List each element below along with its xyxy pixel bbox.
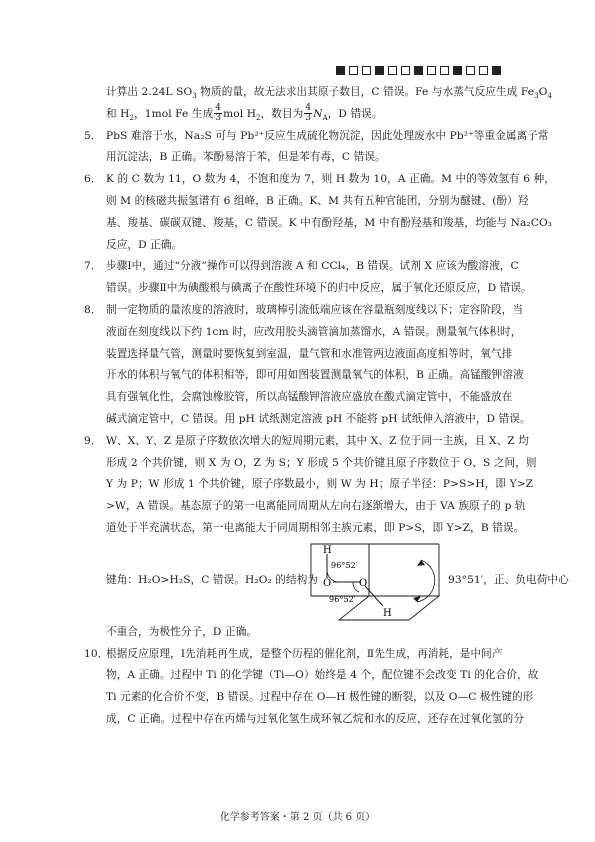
answer-body bbox=[84, 82, 569, 731]
header-square-1 bbox=[336, 66, 345, 75]
q5-number: 5． bbox=[84, 129, 102, 142]
q4-continuation-line-2: 和 $H_2$，1mol Fe 生成 $\frac{4}{3}$ mol $H_2$，数目为 $\frac{4}{3}$ $N_A$，D 错误。 bbox=[106, 103, 383, 124]
q7-line-2: 错误。步骤Ⅱ中为碘酸根与碘离子在酸性环境下的归中反应，属于氧化还原反应，D 错误。 bbox=[106, 282, 532, 295]
header-square-7 bbox=[414, 66, 423, 75]
bond-angle-label-top: 96°52′ bbox=[331, 560, 358, 570]
q8-line-4: 开水的体积与氧气的体积相等，即可用如图装置测量氧气的体积，B 正确。高锰酸钾溶液 bbox=[106, 369, 524, 382]
q6-line-4: 反应，D 正确。 bbox=[106, 238, 183, 251]
q8-number: 8． bbox=[84, 303, 102, 316]
q10-line-3: Ti 元素的化合价不变，B 错误。过程中存在 O—H 极性键的断裂，以及 O—C 极性键的形 bbox=[106, 691, 534, 704]
dihedral-angle-label: 93°51′ bbox=[448, 573, 484, 586]
page-footer: 化学参考答案・第 2 页（共 6 页） bbox=[219, 812, 376, 823]
header-square-6 bbox=[401, 66, 410, 75]
q10-line-2: 物，A 正确。过程中 Ti 的化学键（Ti—O）始终是 4 个，配位键不会改变 Ti 的化合价，故 bbox=[106, 669, 539, 682]
q4-continuation-line-1: 计算出 2.24L $SO_3$ 物质的量，故无法求出其原子数目，C 错误。Fe 与水蒸气反应生成 $Fe_3O_4$ bbox=[106, 86, 553, 101]
header-square-4 bbox=[375, 66, 384, 75]
q10-line-1: 10．根据反应原理，Ⅰ先消耗再生成，是整个历程的催化剂，Ⅱ先生成，再消耗，是中间产 bbox=[84, 644, 524, 666]
o-atom-left: O bbox=[323, 577, 332, 589]
header-square-5 bbox=[388, 66, 397, 75]
h2o2-structure-row bbox=[84, 540, 569, 622]
q9-line-2: 形成 2 个共价键，则 X 为 O，Z 为 S；Y 形成 5 个共价键且原子序数位于 O、S 之间，则 bbox=[106, 456, 537, 469]
q10-line-4: 成，C 正确。过程中存在丙烯与过氧化氢生成环氧乙烷和水的反应，还存在过氧化氢的分 bbox=[106, 712, 525, 725]
header-square-strip bbox=[336, 66, 501, 75]
h2o2-structure-diagram bbox=[299, 540, 449, 622]
q8-line-3: 装置选择量气管，测量时要恢复到室温，量气管和水准管两边液面高度相等时，氧气排 bbox=[106, 347, 513, 360]
o-atom-right: O bbox=[359, 577, 368, 589]
fraction-4-3: $\frac{4}{3}$ bbox=[215, 103, 222, 124]
header-square-13 bbox=[492, 66, 501, 75]
header-square-11 bbox=[466, 66, 475, 75]
header-square-9 bbox=[440, 66, 449, 75]
q6-line-2: 则 M 的核磁共振氢谱有 6 组峰，B 正确。K、M 共有五种官能团，分别为醚键、(酚）羟 bbox=[106, 194, 529, 207]
q9-line-1: 9． W、X、Y、Z 是原子序数依次增大的短周期元素，其中 X、Z 位于同一主族，且 X、Z 均 bbox=[84, 431, 524, 453]
q8-line-5: 具有强氧化性，会腐蚀橡胶管，所以高锰酸钾溶液应盛放在酸式滴定管中，不能盛放在 bbox=[106, 391, 513, 404]
q6-line-1: 6． K 的 C 数为 11，O 数为 4，不饱和度为 7，则 H 数为 10，A 正确。M 中的等效氢有 6 种， bbox=[84, 169, 524, 191]
q9-line-3: Y 为 P；W 形成 1 个共价键，原子序数最小，则 W 为 H；原子半径：P>S>H，即 Y>Z bbox=[106, 478, 534, 491]
h-atom-bottom: H bbox=[383, 607, 392, 619]
q7-number: 7． bbox=[84, 260, 102, 273]
q9-number: 9． bbox=[84, 434, 102, 447]
header-square-8 bbox=[427, 66, 436, 75]
header-square-2 bbox=[349, 66, 358, 75]
header-square-12 bbox=[479, 66, 488, 75]
q7-line-1: 7． 步骤Ⅰ中，通过“分液”操作可以得到溶液 A 和 CCl₄，B 错误。试剂 X 应该为酸溶液，C bbox=[84, 256, 524, 278]
q5-line-2: 用沉淀法，B 正确。苯酚易溶于苯，但是苯有毒，C 错误。 bbox=[106, 151, 386, 164]
q9-line-4: >W，A 错误。基态原子的第一电离能同周期从左向右逐渐增大，由于 VA 族原子的 p 轨 bbox=[106, 500, 526, 513]
h-atom-top: H bbox=[323, 544, 332, 556]
q5-line-1: 5． PbS 难溶于水，Na₂S 可与 Pb²⁺反应生成硫化物沉淀，因此处理废水中 Pb²⁺等重金属离子常 bbox=[84, 126, 524, 148]
fraction-4-3-b: $\frac{4}{3}$ bbox=[305, 103, 312, 124]
q8-line-6: 碱式滴定管中，C 错误。用 pH 试纸测定溶液 pH 不能将 pH 试纸伸入溶液中，D 错误。 bbox=[106, 412, 531, 425]
header-square-3 bbox=[362, 66, 371, 75]
bond-angle-label-bottom: 96°52′ bbox=[329, 594, 356, 604]
header-square-10 bbox=[453, 66, 462, 75]
q8-line-2: 液面在刻度线以下约 1cm 时，应改用胶头滴管滴加蒸馏水，A 错误。测量氧气体积时， bbox=[106, 325, 522, 338]
q9-diagram-trail-text: 93°51′，正、负电荷中心 bbox=[448, 573, 569, 586]
q9-line-5: 道处于半充满状态，第一电离能大于同周期相邻主族元素，即 P>S，即 Y>Z，B 错误。 bbox=[106, 521, 525, 534]
q9-line-6: 不重合，为极性分子，D 正确。 bbox=[106, 625, 258, 638]
q6-number: 6． bbox=[84, 173, 102, 186]
q8-line-1: 8． 制一定物质的量浓度的溶液时，玻璃棒引流低端应该在容量瓶刻度线以下；定容阶段，当 bbox=[84, 300, 524, 322]
q6-line-3: 基、羧基、碳碳双键、羧基，C 错误。K 中有酚羟基，M 中有酚羟基和羧基，均能与 Na₂CO₃ bbox=[106, 216, 553, 229]
q9-diagram-lead-text: 键角：H₂O>H₂S，C 错误。H₂O₂ 的结构为 bbox=[106, 573, 319, 586]
q10-number: 10． bbox=[84, 647, 109, 660]
